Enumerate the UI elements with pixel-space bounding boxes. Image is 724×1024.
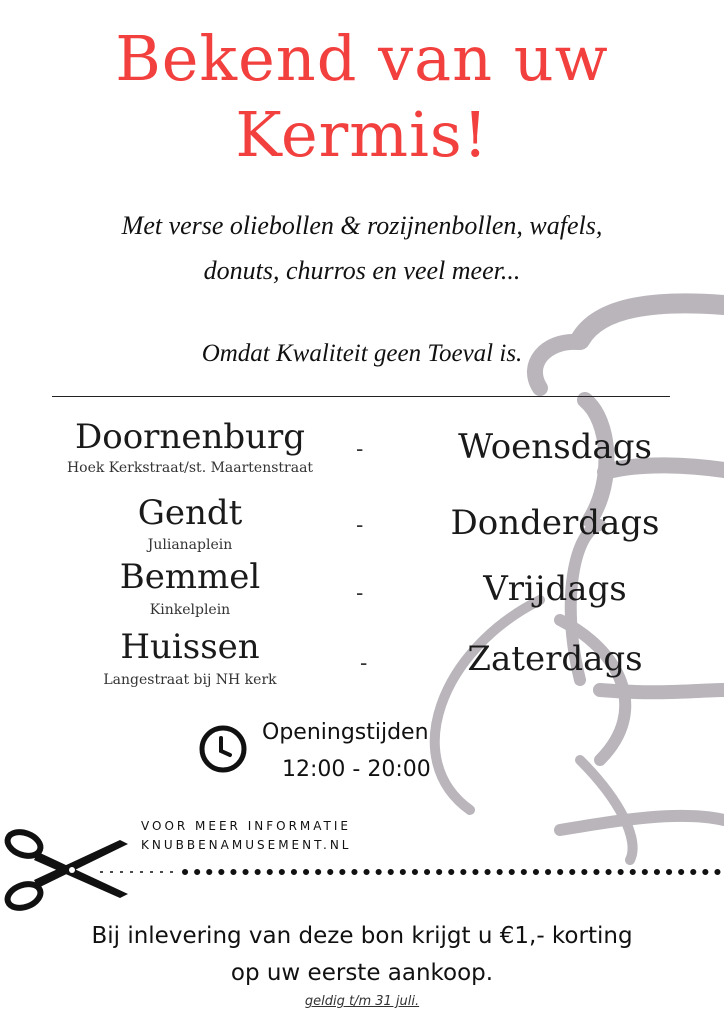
day-donderdags: Donderdags bbox=[450, 503, 660, 543]
coupon-line2: op uw eerste aankoop. bbox=[230, 960, 494, 986]
info-line1: VOOR MEER INFORMATIE bbox=[141, 819, 351, 833]
town-gendt: Gendt bbox=[137, 493, 243, 533]
town-doornenburg: Doornenburg bbox=[74, 417, 306, 457]
separator: - bbox=[356, 436, 364, 461]
opening-hours-label: Openingstijden bbox=[262, 720, 429, 745]
coupon-validity: geldig t/m 31 juli. bbox=[304, 994, 420, 1009]
day-vrijdags: Vrijdags bbox=[483, 569, 627, 609]
day-woensdags: Woensdags bbox=[458, 427, 652, 467]
subtitle-line2: donuts, churros en veel meer... bbox=[203, 256, 521, 285]
opening-hours-times: 12:00 - 20:00 bbox=[282, 757, 431, 782]
town-bemmel: Bemmel bbox=[119, 557, 261, 597]
address-doornenburg: Hoek Kerkstraat/st. Maartenstraat bbox=[66, 460, 314, 476]
cut-line bbox=[100, 864, 724, 880]
coupon-line1: Bij inlevering van deze bon krijgt u €1,- korting bbox=[91, 923, 633, 949]
clock-icon bbox=[198, 724, 248, 774]
separator: - bbox=[356, 580, 364, 605]
day-zaterdags: Zaterdags bbox=[467, 639, 643, 679]
town-huissen: Huissen bbox=[120, 627, 260, 667]
divider bbox=[52, 396, 670, 397]
address-bemmel: Kinkelplein bbox=[149, 602, 231, 618]
separator: - bbox=[360, 650, 368, 675]
address-huissen: Langestraat bij NH kerk bbox=[103, 672, 277, 688]
website-link[interactable]: KNUBBENAMUSEMENT.NL bbox=[141, 838, 352, 852]
separator: - bbox=[356, 512, 364, 537]
address-gendt: Julianaplein bbox=[147, 537, 233, 553]
title-line2: Kermis! bbox=[235, 98, 489, 171]
title-line1: Bekend van uw bbox=[115, 22, 609, 95]
slogan: Omdat Kwaliteit geen Toeval is. bbox=[201, 340, 523, 367]
subtitle-line1: Met verse oliebollen & rozijnenbollen, wafels, bbox=[121, 211, 603, 240]
